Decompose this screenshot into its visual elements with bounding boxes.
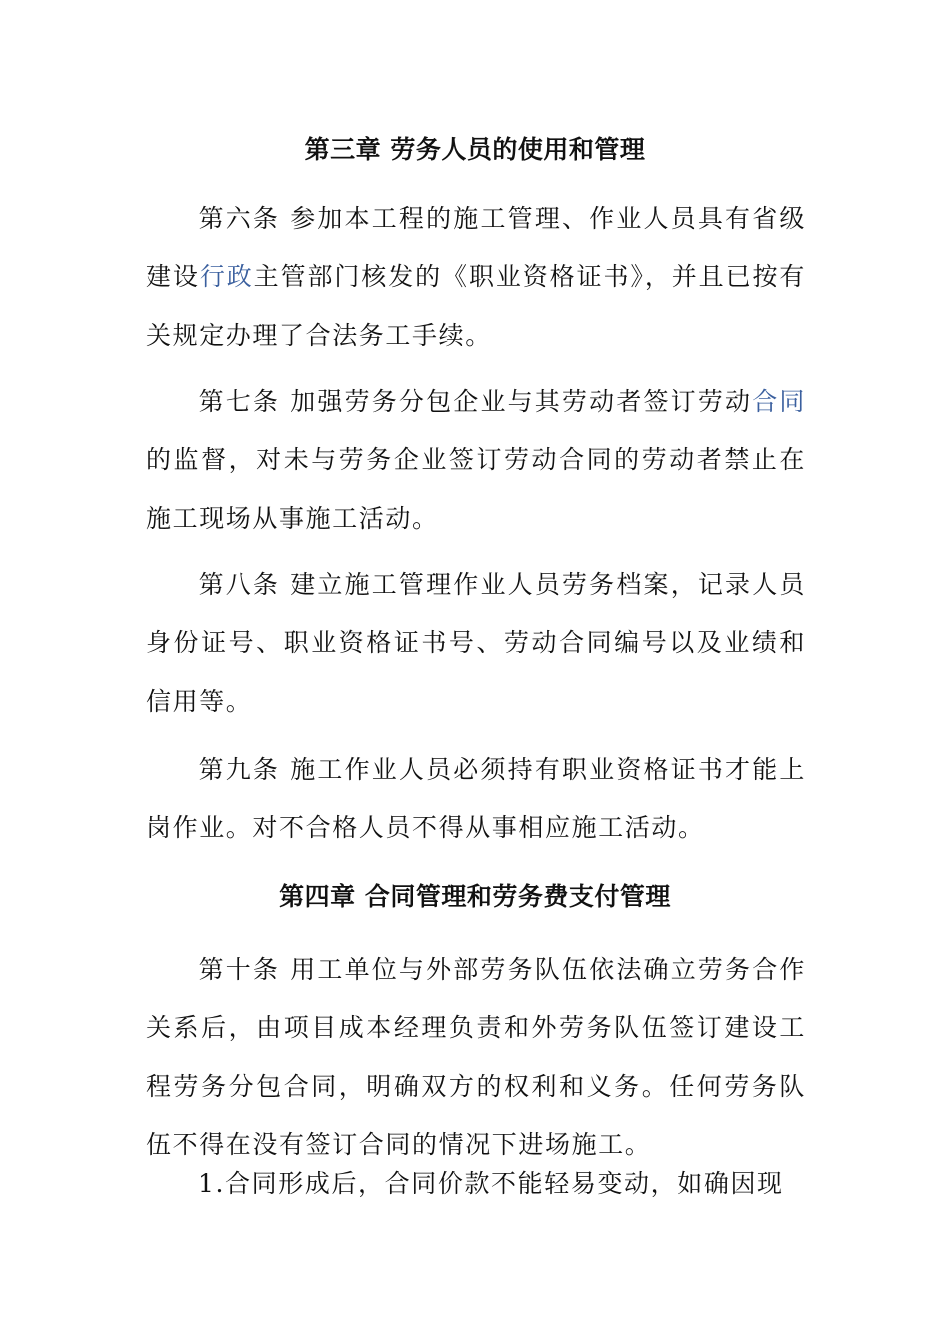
article-10-text: 第十条 用工单位与外部劳务队伍依法确立劳务合作关系后，由项目成本经理负责和外劳务队伍签订建设工程劳务分包合同，明确双方的权利和义务。任何劳务队伍不得在没有签订合同的情况下进场施工。	[146, 955, 806, 1160]
article-6-text-end: 主管部门核发的《职业资格证书》，并且已按有关规定办理了合法务工手续。	[146, 262, 806, 350]
article-6-paragraph	[146, 190, 806, 365]
chapter-3-heading: 第三章 劳务人员的使用和管理	[304, 135, 646, 164]
article-6-link-administration[interactable]: 行政	[199, 262, 254, 292]
article-8-text: 第八条 建立施工管理作业人员劳务档案，记录人员身份证号、职业资格证书号、劳动合同编号以及业绩和信用等。	[146, 570, 806, 716]
article-9-text: 第九条 施工作业人员必须持有职业资格证书才能上岗作业。对不合格人员不得从事相应施工活动。	[146, 755, 806, 843]
article-7-text-start: 第七条 加强劳务分包企业与其劳动者签订劳动	[198, 387, 753, 416]
article-7-text-end: 的监督，对未与劳务企业签订劳动合同的劳动者禁止在施工现场从事施工活动。	[146, 445, 806, 533]
article-6-text-start: 第六条 参加本工程的施工管理、作业人员具有省级建设	[146, 204, 806, 292]
article-10-paragraph	[146, 941, 806, 1175]
article-7-link-contract[interactable]: 合同	[752, 387, 806, 416]
item-1-paragraph	[146, 1155, 806, 1213]
article-9-paragraph	[146, 741, 806, 858]
item-1-text: 1.合同形成后，合同价款不能轻易变动，如确因现	[198, 1169, 784, 1198]
article-7-paragraph	[146, 373, 806, 548]
chapter-4-heading: 第四章 合同管理和劳务费支付管理	[279, 882, 671, 911]
article-8-paragraph	[146, 556, 806, 731]
